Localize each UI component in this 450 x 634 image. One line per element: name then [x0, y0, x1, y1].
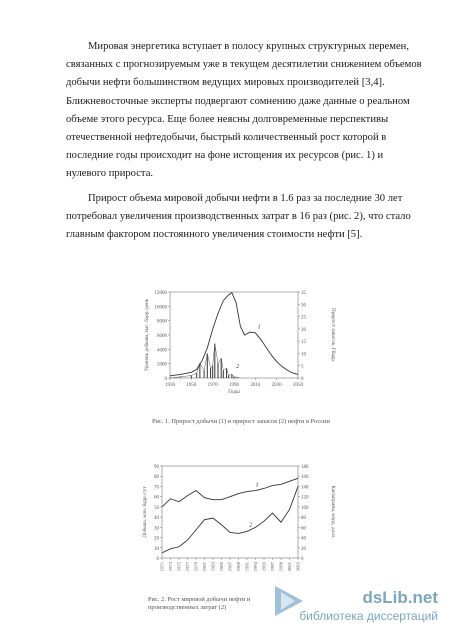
figure-2	[140, 462, 340, 592]
x-tick-label: 1999	[278, 562, 284, 572]
y-right-tick-label: 120	[301, 495, 309, 501]
figure-2-chart	[140, 462, 340, 592]
y-right-tick-label: 40	[301, 536, 306, 542]
y-right-tick-label: 15	[301, 340, 306, 346]
y-right-tick-label: 10	[301, 352, 306, 358]
y-right-tick-label: 0	[301, 557, 304, 562]
y-right-tick-label: 140	[301, 485, 309, 491]
y-left-axis-label: Добыча, млн. барр./сут	[142, 486, 148, 538]
series-1-line	[162, 478, 298, 507]
y-right-tick-label: 30	[301, 303, 306, 309]
y-right-tick-label: 0	[301, 377, 304, 382]
y-left-tick-label: 0	[156, 557, 159, 562]
x-tick-label: 1985	[219, 562, 224, 572]
paragraph-1: Мировая энергетика вступает в полосу крупных структурных перемен, связанных с прогнозируемым уже в текущем десятилетии снижением объемов добычи нефти большинством ведущих мировых производителей [3,4]. Ближневосточные эксперты подвергают сомнению даже данные о реальном объеме этого ресурса. Еще более неясны долговременные перспективы отечественной нефтедобычи, быстрый количественный рост которой в последние годы происходит на фоне истощения их ресурсов (рис. 1) и нулевого прироста.	[66, 41, 422, 180]
y-left-tick-label: 10	[154, 546, 159, 552]
x-axis-label: Годы	[228, 389, 240, 395]
figure-2-caption: Рис. 2. Рост мировой добычи нефти и производственных затрат (2)	[148, 596, 251, 611]
y-left-tick-label: 12000	[154, 291, 167, 296]
y-right-axis-label: Капзатраты, млрд. долл.	[330, 485, 336, 539]
x-tick-label: 1977	[185, 562, 190, 572]
y-right-tick-label: 160	[301, 475, 309, 481]
y-right-tick-label: 25	[301, 315, 306, 321]
x-tick-label: 1930	[165, 383, 175, 388]
y-right-tick-label: 20	[301, 327, 306, 333]
x-tick-label: 1993	[253, 562, 258, 572]
x-tick-label: 1995	[261, 562, 267, 572]
series-1-annotation: 1	[257, 324, 261, 331]
y-right-tick-label: 80	[301, 516, 306, 522]
x-tick-label: 2030	[271, 383, 282, 388]
x-tick-label: 1987	[227, 562, 233, 572]
y-left-tick-label: 50	[154, 505, 159, 511]
series-1-annotation: 1	[255, 482, 259, 489]
series-1-line	[170, 293, 298, 376]
x-tick-label: 2003	[295, 562, 301, 572]
y-left-tick-label: 90	[154, 465, 159, 470]
x-tick-label: 1981	[202, 562, 207, 572]
x-tick-label: 2010	[250, 383, 261, 388]
figure-1	[140, 282, 340, 400]
y-left-tick-label: 0	[164, 377, 167, 382]
x-tick-label: 1983	[210, 562, 216, 572]
x-tick-label: 2001	[287, 562, 292, 572]
x-tick-label: 1970	[207, 383, 218, 388]
watermark-subtitle: библиотека диссертаций	[299, 609, 438, 623]
y-left-tick-label: 8000	[157, 319, 167, 325]
figure-1-chart	[140, 282, 340, 400]
y-left-tick-label: 60	[154, 495, 159, 501]
y-left-tick-label: 30	[154, 526, 159, 532]
y-left-tick-label: 20	[154, 536, 159, 542]
x-tick-label: 1975	[176, 562, 182, 572]
y-right-tick-label: 20	[301, 546, 306, 552]
y-right-tick-label: 100	[301, 505, 309, 511]
y-right-tick-label: 60	[301, 526, 306, 532]
series-2-annotation: 2	[236, 364, 240, 371]
y-right-tick-label: 5	[301, 364, 304, 370]
x-tick-label: 1973	[168, 562, 173, 572]
y-left-axis-label: Уровень добычи, тыс. барр./день	[144, 298, 150, 372]
figure-1-caption: Рис. 1. Прирост добычи (1) и прирост запасов (2) нефти в России	[152, 418, 330, 425]
x-tick-label: 1997	[270, 562, 275, 572]
x-tick-label: 1971	[159, 562, 165, 572]
paragraph-2: Прирост объема мировой добычи нефти в 1.6 раз за последние 30 лет потребовал увеличения производственных затрат в 16 раз (рис. 2), что стало главным фактором постоянного увеличения стоимости нефти [5].	[66, 193, 411, 241]
watermark-brand: dsLib.net	[362, 588, 438, 607]
y-right-axis-label: Прирост запасов, Гбарр.	[330, 307, 336, 363]
y-right-tick-label: 180	[301, 465, 309, 470]
y-left-tick-label: 4000	[157, 348, 167, 354]
y-left-tick-label: 2000	[157, 362, 167, 368]
y-left-tick-label: 10000	[154, 305, 167, 311]
y-left-tick-label: 40	[154, 516, 159, 522]
y-left-tick-label: 70	[154, 485, 159, 491]
x-tick-label: 1990	[229, 383, 239, 388]
plot-frame	[170, 292, 298, 378]
y-left-tick-label: 80	[154, 475, 159, 481]
x-tick-label: 1989	[236, 562, 241, 572]
x-tick-label: 1979	[193, 562, 199, 572]
x-tick-label: 2050	[293, 383, 303, 388]
x-tick-label: 1950	[186, 383, 197, 388]
x-tick-label: 1991	[244, 562, 250, 572]
y-left-tick-label: 6000	[157, 334, 167, 339]
y-right-tick-label: 35	[301, 291, 306, 296]
series-2-annotation: 2	[249, 522, 252, 529]
